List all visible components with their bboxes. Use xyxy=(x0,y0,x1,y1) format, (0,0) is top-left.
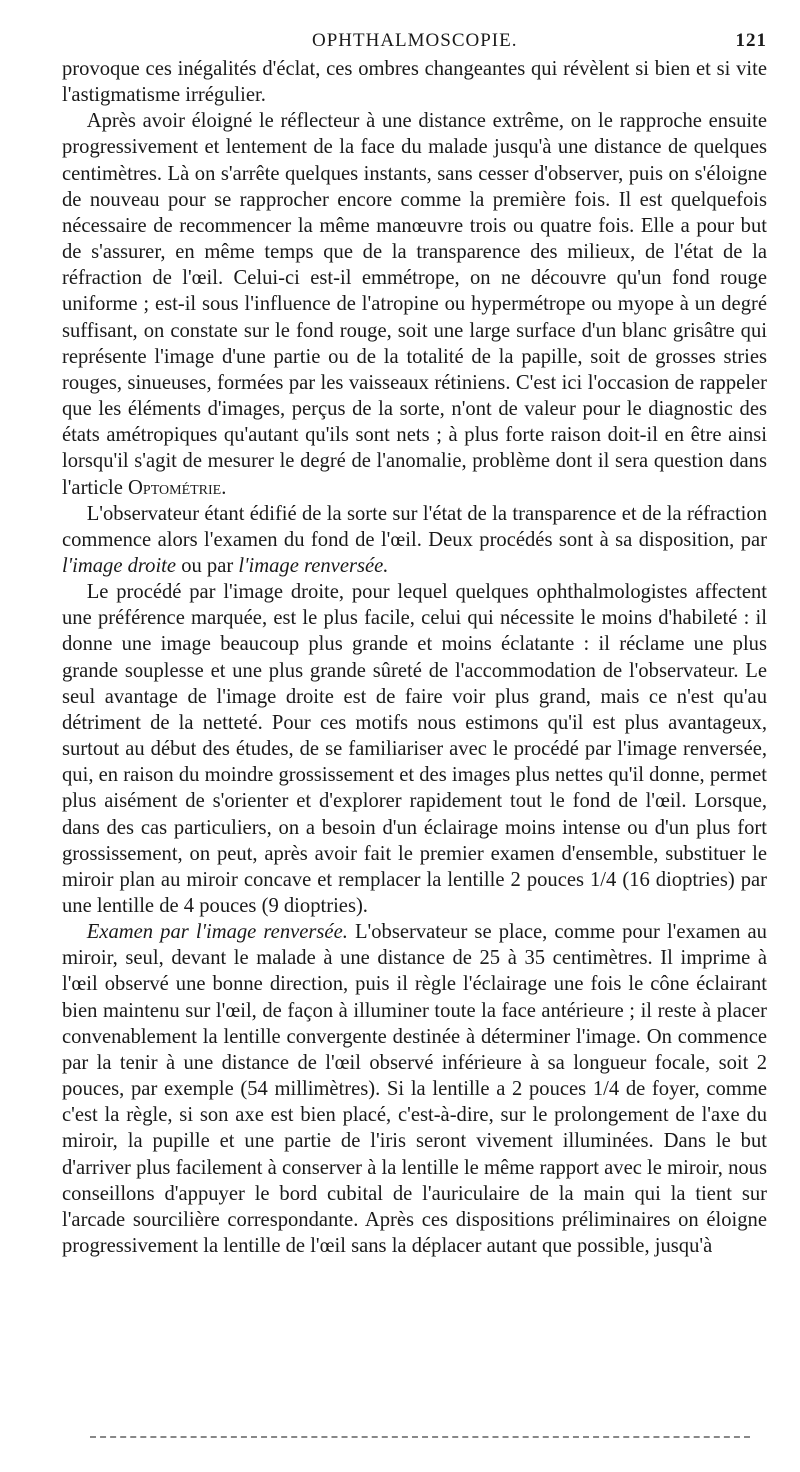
section-heading-examen: Examen par l'image renversée. xyxy=(86,921,348,944)
cross-reference-optometrie: Optométrie. xyxy=(128,476,227,499)
body-text xyxy=(62,56,767,1259)
page xyxy=(62,30,767,1259)
paragraph-2-text: Après avoir éloigné le réflecteur à une distance extrême, on le rapproche ensuite progressivement et lentement de la face du malade jusqu'à une distance de quelques centimètres. Là on s'arrête quelques instants, sans cesser d'observer, puis on s'éloigne de nouveau pour se rapprocher encore comme la première fois. Il est quelquefois nécessaire de recommencer la même manœuvre trois ou quatre fois. Elle a pour but de s'assurer, en même temps que de la transparence des milieux, de l'état de la réfraction de l'œil. Celui-ci est-il emmétrope, on ne découvre qu'un fond rouge uniforme ; est-il sous l'influence de l'atropine ou hypermétrope ou myope à un degré suffisant, on constate sur le fond rouge, soit une large surface d'un blanc grisâtre qui représente l'image d'une partie ou de la totalité de la papille, soit de grosses stries rouges, sinueuses, formées par les vaisseaux rétiniens. C'est ici l'occasion de rappeler que les éléments d'images, perçus de la sorte, n'ont de valeur pour le diagnostic des états amétropiques qu'autant qu'ils sont nets ; à plus forte raison doit-il en être ainsi lorsqu'il s'agit de mesurer le degré de l'anomalie, problème dont il sera question dans l'article xyxy=(62,110,767,499)
paragraph-5-text: L'observateur se place, comme pour l'examen au miroir, seul, devant le malade à une distance de 25 à 35 centimètres. Il imprime à l'œil observé une bonne direction, puis il règle l'éclairage une fois le cône éclairant bien maintenu sur l'œil, de façon à illuminer toute la face antérieure ; il reste à placer convenablement la lentille convergente destinée à déterminer l'image. On commence par la tenir à une distance de l'œil observé inférieure à sa longueur focale, soit 2 pouces, par exemple (54 millimètres). Si la lentille a 2 pouces 1/4 de foyer, comme c'est la règle, si son axe est bien placé, c'est-à-dire, sur le prolongement de l'axe du miroir, la pupille et une partie de l'iris seront vivement illuminées. Dans le but d'arriver plus facilement à conserver à la lentille le même rapport avec le miroir, nous conseillons d'appuyer le bord cubital de l'auriculaire de la main qui la tient sur l'arcade sourcilière correspondante. Après ces dispositions préliminaires on éloigne progressivement la lentille de l'œil sans la déplacer autant que possible, jusqu'à xyxy=(62,921,767,1258)
bottom-rule-divider xyxy=(90,1436,750,1438)
paragraph-3-text: L'observateur étant édifié de la sorte sur l'état de la transparence et de la réfraction commence alors l'examen du fond de l'œil. Deux procédés sont à sa disposition, par xyxy=(62,502,767,551)
page-number: 121 xyxy=(735,30,767,51)
emphasis-image-droite: l'image droite xyxy=(62,554,177,577)
paragraph-1 xyxy=(62,56,767,108)
running-header xyxy=(62,30,767,56)
paragraph-1-text: provoque ces inégalités d'éclat, ces ombres changeantes qui révèlent si bien et si vite l'astigmatisme irrégulier. xyxy=(62,58,767,107)
running-title: OPHTHALMOSCOPIE. xyxy=(312,30,518,51)
paragraph-5 xyxy=(62,919,767,1259)
paragraph-3-mid: ou par xyxy=(181,554,234,577)
paragraph-3 xyxy=(62,501,767,579)
paragraph-4-text: Le procédé par l'image droite, pour lequel quelques ophthalmologistes affectent une préférence marquée, est le plus facile, celui qui nécessite le moins d'habileté : il donne une image beaucoup plus grande et moins éclatante : il réclame une plus grande souplesse et une plus grande sûreté de l'accommodation de l'observateur. Le seul avantage de l'image droite est de faire voir plus grand, mais ce n'est qu'au détriment de la netteté. Pour ces motifs nous estimons qu'il est plus avantageux, surtout au début des études, de se familiariser avec le procédé par l'image renversée, qui, en raison du moindre grossissement et des images plus nettes qu'il donne, permet plus aisément de s'orienter et d'explorer rapidement tout le fond de l'œil. Lorsque, dans des cas particuliers, on a besoin d'un éclairage moins intense ou d'un plus fort grossissement, on peut, après avoir fait le premier examen d'ensemble, substituer le miroir plan au miroir concave et remplacer la lentille 2 pouces 1/4 (16 dioptries) par une lentille de 4 pouces (9 dioptries). xyxy=(62,581,767,917)
emphasis-image-renversee: l'image renversée. xyxy=(238,554,389,577)
paragraph-4 xyxy=(62,579,767,919)
paragraph-2 xyxy=(62,108,767,500)
